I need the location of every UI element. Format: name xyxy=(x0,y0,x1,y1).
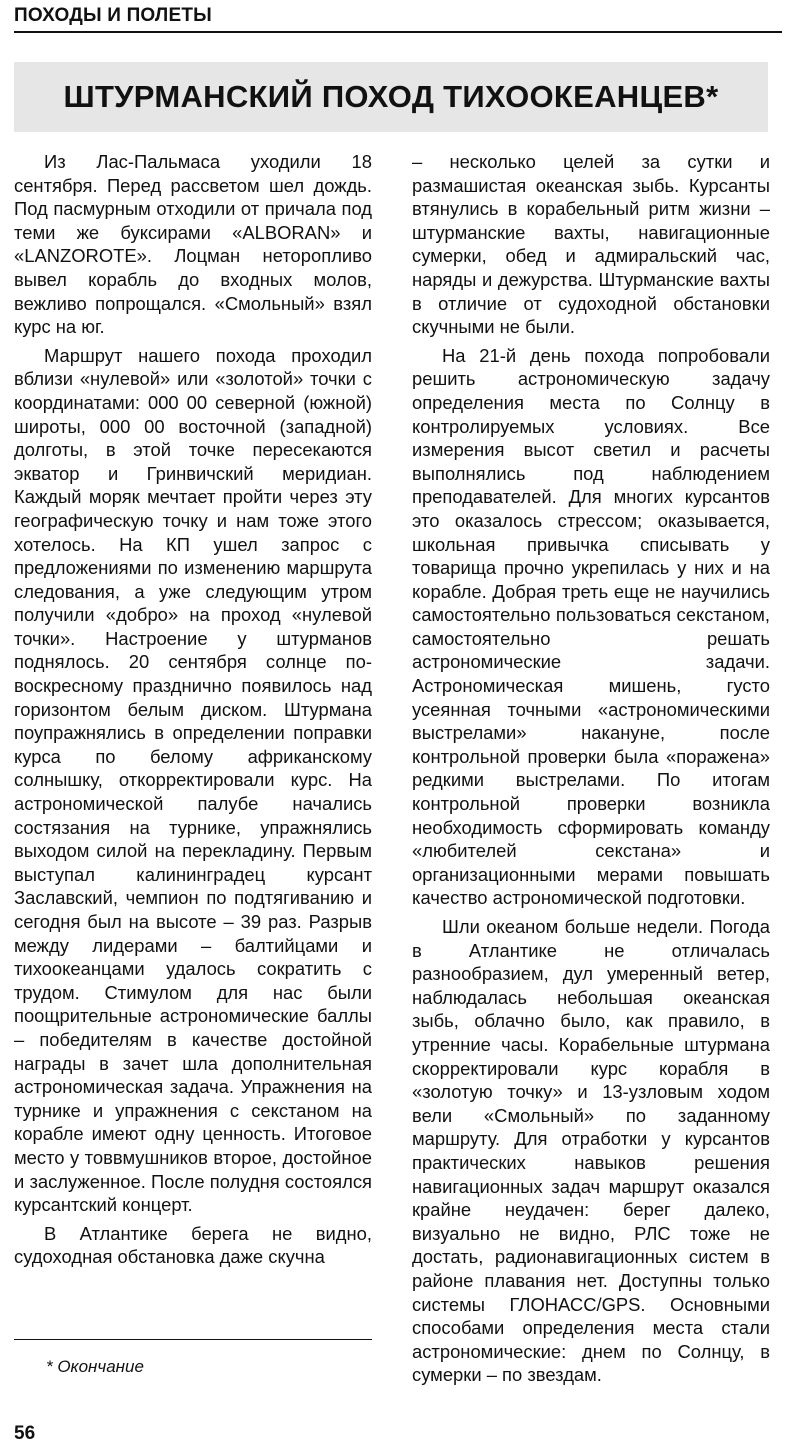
title-bar xyxy=(14,62,768,132)
paragraph-continued: – несколько целей за сутки и размашистая океанская зыбь. Курсанты втянулись в корабельный ритм жизни – штурманские вахты, навигационные сумерки, обед и адмиральский час, наряды и дежурства. Штурманские вахты в отличие от судоходной обстановки скучными не были. xyxy=(412,151,770,338)
right-column xyxy=(412,150,770,1387)
article-title: ШТУРМАНСКИЙ ПОХОД ТИХООКЕАНЦЕВ* xyxy=(63,79,719,114)
paragraph: На 21-й день похода попробовали решить астрономическую задачу определения места по Солнцу в контролируемых условиях. Все измерения высот светил и расчеты выполнялись под наблюдением преподавателей. Для многих курсантов это оказалось стрессом; оказывается, школьная привычка списывать у товарища прочно укрепилась у них и на корабле. Добрая треть еще не научились самостоятельно пользоваться секстаном, самостоятельно решать астрономические задачи. Астрономическая мишень, густо усеянная точными «астрономическими выстрелами» накануне, после контрольной проверки была «поражена» редкими выстрелами. По итогам контрольной проверки возникла необходимость сформировать команду «любителей секстана» и организационными мерами повышать качество астрономической подготовки. xyxy=(412,344,770,909)
footnote-rule xyxy=(14,1339,372,1340)
paragraph: Шли океаном больше недели. Погода в Атлантике не отличалась разнообразием, дул умеренный ветер, наблюдалась небольшая океанская зыбь, облачно было, как правило, в утренние часы. Корабельные штурмана скорректировали курс корабля в «золотую точку» и 13-узловым ходом вели «Смольный» по заданному маршруту. Для отработки у курсантов практических навыков решения навигационных задач маршрут оказался крайне неудачен: берег далеко, визуально не видно, РЛС тоже не достать, радионавигационных систем в районе плавания нет. Доступны только системы ГЛОНАСС/GPS. Основными способами определения места стали астрономические: днем по Солнцу, в сумерки – по звездам. xyxy=(412,916,770,1386)
page-number: 56 xyxy=(14,1423,36,1444)
left-column xyxy=(14,150,372,1269)
header-rule xyxy=(14,31,782,33)
section-label: ПОХОДЫ И ПОЛЕТЫ xyxy=(14,5,212,26)
paragraph: Маршрут нашего похода проходил вблизи «нулевой» или «золотой» точки с координатами: 000 00 северной (южной) широты, 000 00 восточной (западной) долготы, в этой точке пересекаются экватор и Гринвичский меридиан. Каждый моряк мечтает пройти через эту географическую точку и нам тоже этого хотелось. На КП ушел запрос с предложениями по изменению маршрута следования, а уже следующим утром получили «добро» на проход «нулевой точки». Настроение у штурманов поднялось. 20 сентября солнце по-воскресному празднично появилось над горизонтом белым диском. Штурмана поупражнялись в определении поправки курса по белому африканскому солнышку, откорректировали курс. На астрономической палубе начались состязания на турнике, упражнялись выходом силой на перекладину. Первым выступал калининградец курсант Заславский, чемпион по подтягиванию и сегодня был на высоте – 39 раз. Разрыв между лидерами – балтийцами и тихоокеанцами удалось сократить с трудом. Стимулом для нас были поощрительные астрономические баллы – победителям в качестве достойной награды в зачет шла дополнительная астрономическая задача. Упражнения на турнике и упражнения с секстаном на корабле имеют одну ценность. Итоговое место у товвмушников второе, достойное и заслуженное. После полудня состоялся курсантский концерт. xyxy=(14,344,372,1216)
paragraph: Из Лас-Пальмаса уходили 18 сентября. Перед рассветом шел дождь. Под пасмурным отходили от причала под теми же буксирами «ALBORAN» и «LANZOROTE». Лоцман неторопливо вывел корабль до входных молов, вежливо попрощался. «Смольный» взял курс на юг. xyxy=(14,151,372,338)
footnote: * Окончание xyxy=(46,1357,144,1376)
paragraph: В Атлантике берега не видно, судоходная обстановка даже скучна xyxy=(14,1222,372,1268)
